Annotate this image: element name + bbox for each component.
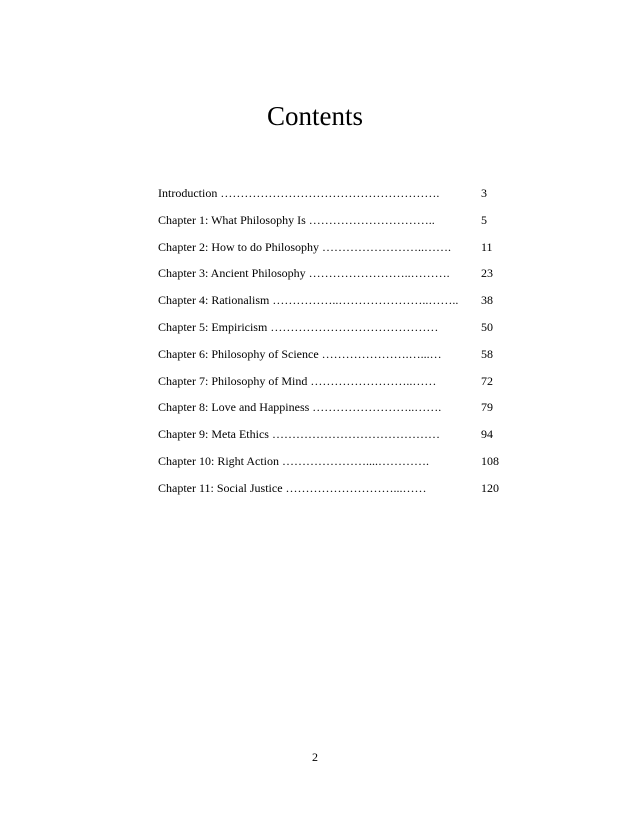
toc-entry [158,211,518,238]
toc-entry-label: Chapter 9: Meta Ethics …………………………………… [158,427,440,442]
toc-entry [158,264,518,291]
toc-entry-label: Chapter 6: Philosophy of Science ………………….…...… [158,346,442,361]
toc-entry-label: Chapter 2: How to do Philosophy ……………………..……. [158,239,451,254]
toc-entry-page: 3 [481,186,487,200]
toc-entry-label: Chapter 5: Empiricism …………………………………… [158,319,439,334]
toc-entry-page: 108 [481,453,499,468]
toc-entry-page: 58 [481,346,493,361]
toc-entry-page: 50 [481,319,493,334]
toc-entry-page: 11 [481,239,493,254]
toc-entry [158,479,518,506]
table-of-contents [158,184,518,506]
toc-entry [158,372,518,399]
toc-entry [158,425,518,452]
toc-entry-page: 79 [481,400,493,415]
toc-entry [158,452,518,479]
toc-entry-page: 23 [481,266,493,281]
toc-entry [158,398,518,425]
toc-entry-page: 72 [481,373,493,388]
toc-entry-label: Chapter 4: Rationalism ……………..…………………..…….. [158,293,459,308]
toc-entry-label: Chapter 7: Philosophy of Mind ……………………..…… [158,373,437,388]
page-number: 2 [312,750,318,764]
toc-entry-label: Chapter 10: Right Action …………………....…………. [158,453,429,468]
toc-entry-page: 94 [481,427,493,442]
toc-entry-page: 120 [481,480,499,495]
toc-entry-label: Introduction ………………………………………………. [158,186,440,200]
toc-entry [158,184,518,211]
toc-entry [158,345,518,372]
toc-entry [158,318,518,345]
toc-entry-label: Chapter 8: Love and Happiness ……………………..……. [158,400,442,415]
page-title: Contents [266,101,363,131]
toc-entry-label: Chapter 1: What Philosophy Is ………………………….. [158,212,435,227]
toc-entry-label: Chapter 11: Social Justice ………………………...…… [158,480,427,495]
toc-entry [158,291,518,318]
toc-entry [158,238,518,265]
toc-entry-page: 38 [481,293,493,308]
toc-entry-label: Chapter 3: Ancient Philosophy ……………………..………. [158,266,450,281]
toc-entry-page: 5 [481,212,487,227]
